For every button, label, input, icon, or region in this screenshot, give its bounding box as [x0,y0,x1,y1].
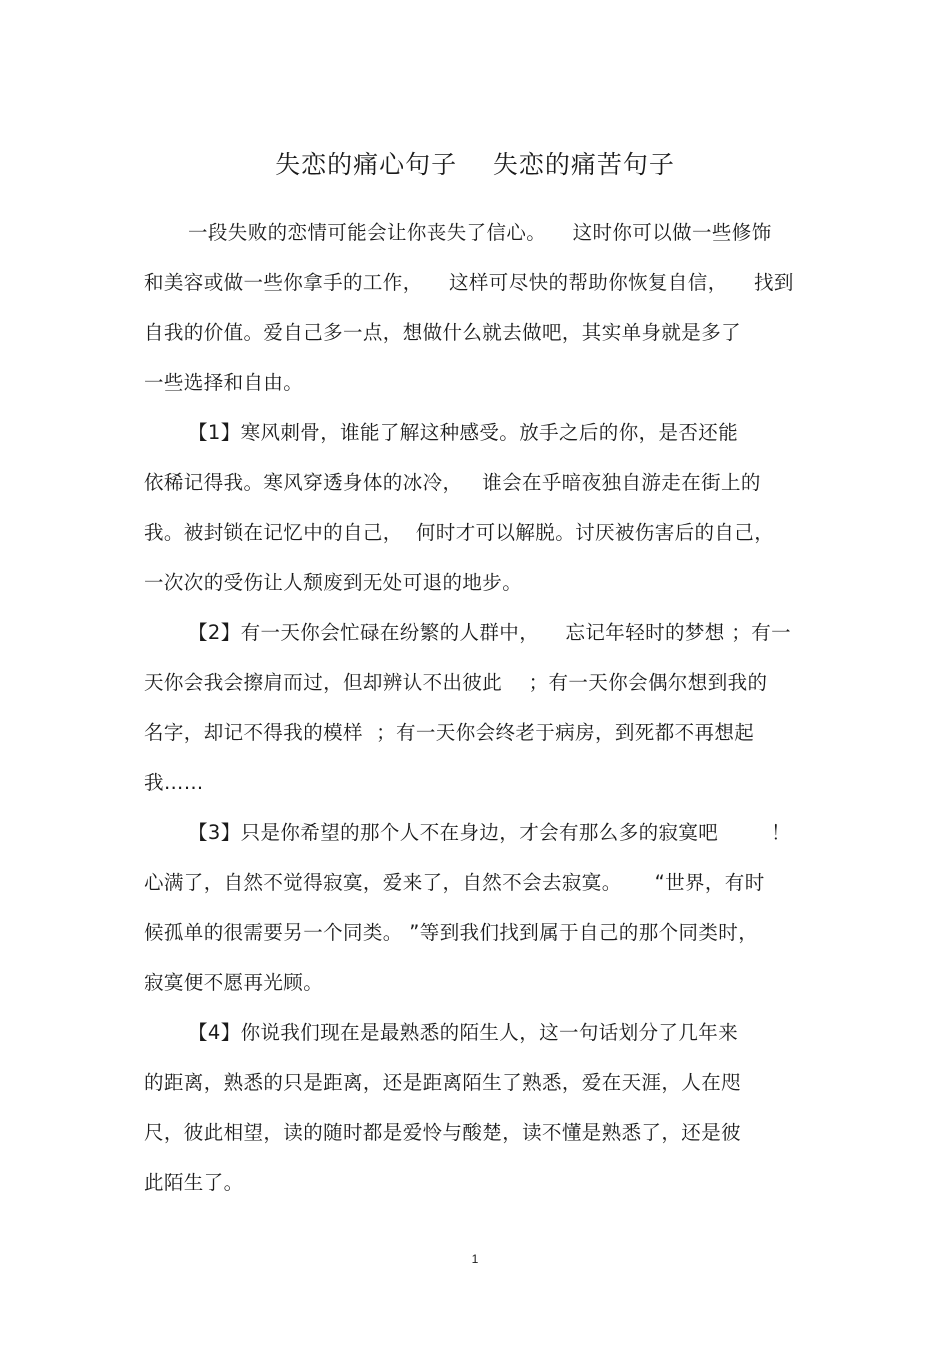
paragraph-1-line-2: 和美容或做一些你拿手的工作， 这样可尽快的帮助你恢复自信， 找到 [144,271,794,294]
paragraph-2-line-3: 我。被封锁在记忆中的自己， 何时才可以解脱。讨厌被伤害后的自己， [144,521,775,544]
paragraph-1-line-4: 一些选择和自由。 [144,371,304,394]
paragraph-4-line-4: 寂寞便不愿再光顾。 [144,971,324,994]
paragraph-4-line-3: 候孤单的很需要另一个同类。 ”等到我们找到属于自己的那个同类时， [144,921,759,944]
paragraph-3-line-2: 天你会我会擦肩而过，但却辨认不出彼此 ；有一天你会偶尔想到我的 [144,671,768,694]
paragraph-3-line-1: 【2】有一天你会忙碌在纷繁的人群中， 忘记年轻时的梦想 ；有一 [188,621,791,644]
paragraph-4-line-1: 【3】只是你希望的那个人不在身边，才会有那么多的寂寞吧 ！ [188,821,791,844]
paragraph-5-line-3: 尺，彼此相望，读的随时都是爱怜与酸楚，读不懂是熟悉了，还是彼 [144,1121,742,1144]
paragraph-2-line-1: 【1】寒风刺骨，谁能了解这种感受。放手之后的你，是否还能 [188,421,739,444]
paragraph-2-line-2: 依稀记得我。寒风穿透身体的冰冷， 谁会在乎暗夜独自游走在街上的 [144,471,761,494]
paragraph-5-line-4: 此陌生了。 [144,1171,244,1194]
page-number: 1 [471,1252,479,1266]
paragraph-5-line-1: 【4】你说我们现在是最熟悉的陌生人，这一句话划分了几年来 [188,1021,739,1044]
page-title: 失恋的痛心句子 失恋的痛苦句子 [275,150,675,179]
paragraph-1-line-1: 一段失败的恋情可能会让你丧失了信心。 这时你可以做一些修饰 [188,221,772,244]
paragraph-3-line-3: 名字，却记不得我的模样 ；有一天你会终老于病房，到死都不再想起 [144,721,755,744]
paragraph-1-line-3: 自我的价值。爱自己多一点，想做什么就去做吧，其实单身就是多了 [144,321,742,344]
paragraph-2-line-4: 一次次的受伤让人颓废到无处可退的地步。 [144,571,523,594]
paragraph-3-line-4: 我…… [144,771,204,794]
paragraph-4-line-2: 心满了，自然不觉得寂寞，爱来了，自然不会去寂寞。 “世界，有时 [144,871,765,894]
paragraph-5-line-2: 的距离，熟悉的只是距离，还是距离陌生了熟悉，爱在天涯，人在咫 [144,1071,742,1094]
